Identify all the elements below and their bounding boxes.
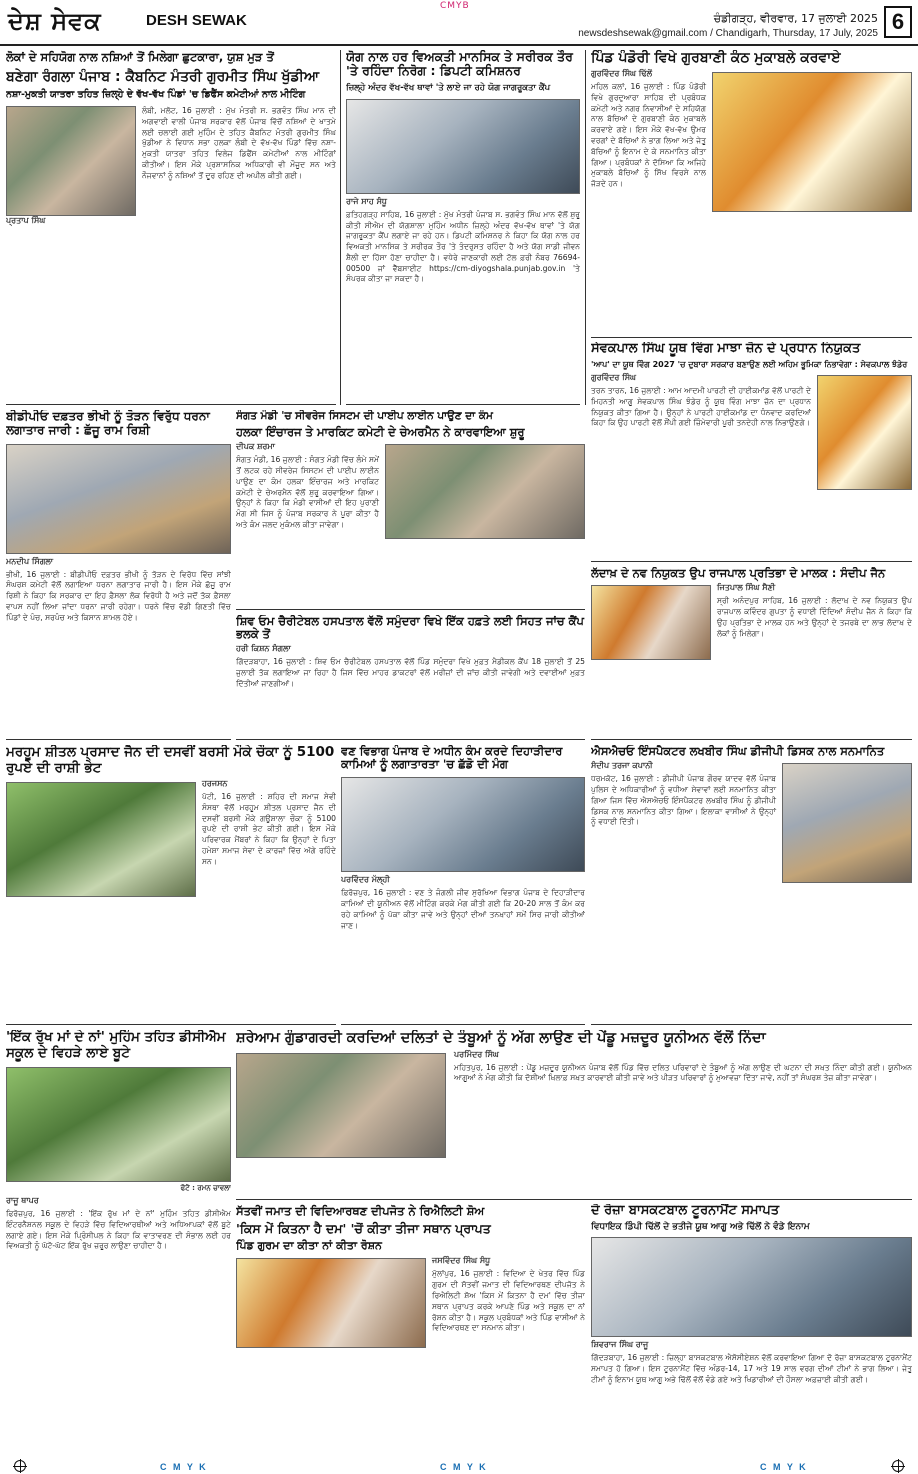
story-body: ਤਰਨ ਤਾਰਨ, 16 ਜੁਲਾਈ : ਆਮ ਆਦਮੀ ਪਾਰਟੀ ਦੀ ਹਾਈਕਮਾਂਡ ਵੱਲੋਂ ਪਾਰਟੀ ਦੇ ਮਿਹਨਤੀ ਆਗੂ ਸੇਵਕਪਾਲ ਸਿੰਘ ਝੰਡੇਰ ਨੂੰ ਯੂਥ ਵਿੰਗ ਮਾਝਾ ਜ਼ੋਨ ਦਾ ਪ੍ਰਧਾਨ ਨਿਯੁਕਤ ਕੀਤਾ ਗਿਆ ਹੈ। ਉਨ੍ਹਾਂ ਨੇ ਪਾਰਟੀ ਹਾਈਕਮਾਂਡ ਦਾ ਧੰਨਵਾਦ ਕਰਦਿਆਂ ਕਿਹਾ ਕਿ ਉਹ ਪਾਰਟੀ ਵੱਲੋਂ ਸੌਂਪੀ ਗਈ ਜ਼ਿੰਮੇਵਾਰੀ ਪੂਰੀ ਤਨਦੇਹੀ ਨਾਲ ਨਿਭਾਉਣਗੇ। bbox=[591, 385, 811, 428]
story-headline: ਵਣ ਵਿਭਾਗ ਪੰਜਾਬ ਦੇ ਅਧੀਨ ਕੰਮ ਕਰਦੇ ਦਿਹਾੜੀਦਾਰ ਕਾਮਿਆਂ ਨੂੰ ਲਗਾਤਾਰਤਾ 'ਚ ਛੱਡੋ ਦੀ ਮੰਗ bbox=[341, 745, 563, 772]
story-drug-free-punjab bbox=[6, 50, 336, 405]
story-body: ਗਿੱਦੜਬਾਹਾ, 16 ਜੁਲਾਈ : ਸ਼ਿਵ ਓਮ ਚੈਰੀਟੇਬਲ ਹਸਪਤਾਲ ਵੱਲੋਂ ਪਿੰਡ ਸਮੁੰਦਰਾ ਵਿਖੇ ਮੁਫ਼ਤ ਮੈਡੀਕਲ ਕੈਂਪ 18 ਜੁਲਾਈ ਤੋਂ 25 ਜੁਲਾਈ ਤੱਕ ਲਗਾਇਆ ਜਾ ਰਿਹਾ ਹੈ ਜਿਸ ਵਿੱਚ ਮਾਹਰ ਡਾਕਟਰਾਂ ਵੱਲੋਂ ਮਰੀਜ਼ਾਂ ਦੀ ਜਾਂਚ ਕੀਤੀ ਜਾਵੇਗੀ ਅਤੇ ਦਵਾਈਆਂ ਮੁਫ਼ਤ ਦਿੱਤੀਆਂ ਜਾਣਗੀਆਂ। bbox=[236, 657, 585, 688]
story-byline: ਸੰਦੀਪ ਤਰਜਾ ਕਪਾਨੀ bbox=[591, 761, 653, 771]
story-byline: ਪਰਵਿੰਦਰ ਮੱਲ੍ਹੀ bbox=[341, 875, 390, 885]
story-byline: ਰਾਜੇ ਸਾਹ ਸੰਧੂ bbox=[346, 196, 387, 206]
story-sheetal-prasad-jain bbox=[6, 745, 336, 1025]
story-byline: ਪਰਮਿੰਦਰ ਸਿੰਘ bbox=[454, 1049, 499, 1059]
registration-mark-icon bbox=[892, 1460, 904, 1472]
page-number: 6 bbox=[884, 6, 912, 38]
story-body: ਭੀਖੀ, 16 ਜੁਲਾਈ : ਬੀਡੀਪੀਓ ਦਫ਼ਤਰ ਭੀਖੀ ਨੂੰ ਤੋੜਨ ਦੇ ਵਿਰੋਧ ਵਿੱਚ ਸਾਂਝੀ ਸੰਘਰਸ਼ ਕਮੇਟੀ ਵੱਲੋਂ ਲਗਾਇਆ ਧਰਨਾ ਲਗਾਤਾਰ ਜਾਰੀ ਹੈ। ਇਸ ਮੌਕੇ ਛੱਜੂ ਰਾਮ ਰਿਸ਼ੀ ਨੇ ਕਿਹਾ ਕਿ ਸਰਕਾਰ ਦਾ ਇਹ ਫ਼ੈਸਲਾ ਲੋਕ ਵਿਰੋਧੀ ਹੈ ਅਤੇ ਜਦੋਂ ਤੱਕ ਫ਼ੈਸਲਾ ਵਾਪਸ ਨਹੀਂ ਲਿਆ ਜਾਂਦਾ ਧਰਨਾ ਜਾਰੀ ਰਹੇਗਾ। ਧਰਨੇ ਵਿੱਚ ਵੱਡੀ ਗਿਣਤੀ ਵਿੱਚ ਪਿੰਡਾਂ ਦੇ ਪੰਚ, ਸਰਪੰਚ ਅਤੇ ਕਿਸਾਨ ਸ਼ਾਮਲ ਹੋਏ। bbox=[6, 569, 231, 622]
cmyk-mark-center: C M Y K bbox=[440, 1462, 488, 1472]
story-photo bbox=[712, 72, 912, 212]
story-body: ਲੰਬੀ, ਮਲੋਟ, 16 ਜੁਲਾਈ : ਮੁੱਖ ਮੰਤਰੀ ਸ. ਭਗਵੰਤ ਸਿੰਘ ਮਾਨ ਦੀ ਅਗਵਾਈ ਵਾਲੀ ਪੰਜਾਬ ਸਰਕਾਰ ਵੱਲੋਂ ਪੰਜਾਬ ਵਿੱਚੋਂ ਨਸ਼ਿਆਂ ਦੇ ਖਾਤਮੇ ਲਈ ਚਲਾਈ ਗਈ ਮੁਹਿੰਮ ਦੇ ਤਹਿਤ ਕੈਬਨਿਟ ਮੰਤਰੀ ਗੁਰਮੀਤ ਸਿੰਘ ਖੁੱਡੀਆ ਨੇ ਵਿਧਾਨ ਸਭਾ ਹਲਕਾ ਲੰਬੀ ਦੇ ਵੱਖ-ਵੱਖ ਪਿੰਡਾਂ ਵਿੱਚ ਨਸ਼ਾ-ਮੁਕਤੀ ਯਾਤਰਾ ਤਹਿਤ ਵਿਲੇਜ ਡਿਫੈਂਸ ਕਮੇਟੀਆਂ ਨਾਲ ਮੀਟਿੰਗਾਂ ਕੀਤੀਆਂ। ਇਸ ਮੌਕੇ ਪ੍ਰਸ਼ਾਸਨਿਕ ਅਧਿਕਾਰੀ ਵੀ ਮੌਜੂਦ ਸਨ ਅਤੇ ਨੌਜਵਾਨਾਂ ਨੂੰ ਨਸ਼ਿਆਂ ਤੋਂ ਦੂਰ ਰਹਿਣ ਦੀ ਅਪੀਲ ਕੀਤੀ ਗਈ। bbox=[142, 106, 336, 180]
story-kicker: ਲੋਕਾਂ ਦੇ ਸਹਿਯੋਗ ਨਾਲ ਨਸ਼ਿਆਂ ਤੋਂ ਮਿਲੇਗਾ ਛੁਟਕਾਰਾ, ਯੁਸ਼ ਮੁੜ ਤੋਂ bbox=[6, 50, 274, 64]
masthead bbox=[0, 0, 918, 46]
story-photo bbox=[6, 444, 231, 554]
story-reality-show-deepjot bbox=[236, 1204, 585, 1452]
newspaper-logo: ਦੇਸ਼ ਸੇਵਕ bbox=[8, 6, 102, 35]
story-headline: ਹਲਕਾ ਇੰਚਾਰਜ ਤੇ ਮਾਰਕਿਟ ਕਮੇਟੀ ਦੇ ਚੇਅਰਮੈਨ ਨੇ ਕਾਰਵਾਇਆ ਸ਼ੁਰੂ bbox=[236, 425, 525, 439]
story-byline: ਮਨਦੀਪ ਸਿੰਗਲਾ bbox=[6, 556, 54, 566]
story-subhead: ਨਸ਼ਾ-ਮੁਕਤੀ ਯਾਤਰਾ ਤਹਿਤ ਜ਼ਿਲ੍ਹੇ ਦੇ ਵੱਖ-ਵੱਖ ਪਿੰਡਾਂ 'ਚ ਡਿਫੈਂਸ ਕਮੇਟੀਆਂ ਨਾਲ ਮੀਟਿੰਗ bbox=[6, 89, 306, 101]
email-dateline: newsdeshsewak@gmail.com / Chandigarh, Thursday, 17 July, 2025 bbox=[578, 28, 878, 39]
story-forest-workers-demand bbox=[341, 745, 585, 1025]
story-body: ਮੁੱਲਾਂਪੁਰ, 16 ਜੁਲਾਈ : ਵਿਦਿਆ ਦੇ ਖੇਤਰ ਵਿੱਚ ਪਿੰਡ ਗੁਰਮ ਦੀ ਸੱਤਵੀਂ ਜਮਾਤ ਦੀ ਵਿਦਿਆਰਥਣ ਦੀਪਜੋਤ ਨੇ ਰਿਐਲਿਟੀ ਸ਼ੋਅ 'ਕਿਸ ਮੇਂ ਕਿਤਨਾ ਹੈ ਦਮ' ਵਿੱਚ ਤੀਜਾ ਸਥਾਨ ਪ੍ਰਾਪਤ ਕਰਕੇ ਆਪਣੇ ਪਿੰਡ ਅਤੇ ਸਕੂਲ ਦਾ ਨਾਂ ਰੋਸ਼ਨ ਕੀਤਾ ਹੈ। ਸਕੂਲ ਪ੍ਰਬੰਧਕਾਂ ਅਤੇ ਪਿੰਡ ਵਾਸੀਆਂ ਨੇ ਵਿਦਿਆਰਥਣ ਦਾ ਸਨਮਾਨ ਕੀਤਾ। bbox=[432, 1269, 585, 1333]
story-photo bbox=[817, 375, 912, 490]
cmyk-mark: CMYB bbox=[440, 1, 470, 11]
story-body: ਫਿਰੋਜ਼ਪੁਰ, 16 ਜੁਲਾਈ : 'ਇੱਕ ਰੁੱਖ ਮਾਂ ਦੇ ਨਾਂ' ਮੁਹਿੰਮ ਤਹਿਤ ਡੀਸੀਐਮ ਇੰਟਰਨੈਸ਼ਨਲ ਸਕੂਲ ਦੇ ਵਿਹੜੇ ਵਿੱਚ ਵਿਦਿਆਰਥੀਆਂ ਅਤੇ ਅਧਿਆਪਕਾਂ ਵੱਲੋਂ ਬੂਟੇ ਲਗਾਏ ਗਏ। ਇਸ ਮੌਕੇ ਪ੍ਰਿੰਸੀਪਲ ਨੇ ਕਿਹਾ ਕਿ ਵਾਤਾਵਰਣ ਦੀ ਸੰਭਾਲ ਲਈ ਹਰ ਵਿਅਕਤੀ ਨੂੰ ਘੱਟੋ-ਘੱਟ ਇੱਕ ਰੁੱਖ ਜ਼ਰੂਰ ਲਾਉਣਾ ਚਾਹੀਦਾ ਹੈ। bbox=[6, 1209, 231, 1251]
story-headline: ਪਿੰਡ ਪੰਡੋਰੀ ਵਿਖੇ ਗੁਰਬਾਣੀ ਕੰਠ ਮੁਕਾਬਲੇ ਕਰਵਾਏ bbox=[591, 50, 841, 66]
cmyk-mark-left: C M Y K bbox=[160, 1462, 208, 1472]
story-byline: ਪ੍ਰਤਾਪ ਸਿੰਘ bbox=[6, 216, 46, 226]
story-byline: ਹਰੀ ਕਿਸ਼ਨ ਸੰਗਲਾ bbox=[236, 644, 291, 654]
story-headline: ਐਸਐਚਓ ਇੰਸਪੈਕਟਰ ਲਖਬੀਰ ਸਿੰਘ ਡੀਜੀਪੀ ਡਿਸਕ ਨਾਲ ਸਨਮਾਨਿਤ bbox=[591, 745, 885, 758]
story-byline: ਰਾਜੂ ਥਾਪਰ bbox=[6, 1196, 39, 1206]
story-sewerage-pipeline bbox=[236, 410, 585, 610]
story-photo bbox=[782, 763, 912, 883]
story-headline: ਮਰਹੂਮ ਸ਼ੀਤਲ ਪ੍ਰਸਾਦ ਜੈਨ ਦੀ ਦਸਵੀਂ ਬਰਸੀ ਮੌਕੇ ਚੌਕਾ ਨੂੰ 5100 ਰੁਪਏ ਦੀ ਰਾਸ਼ੀ ਭੇਟ bbox=[6, 745, 335, 776]
story-headline: ਲੱਦਾਖ਼ ਦੇ ਨਵ ਨਿਯੁਕਤ ਉਪ ਰਾਜਪਾਲ ਪ੍ਰਤਿਭਾ ਦੇ ਮਾਲਕ : ਸੰਦੀਪ ਜੈਨ bbox=[591, 567, 886, 580]
story-body: ਸ੍ਰੀ ਅਨੰਦਪੁਰ ਸਾਹਿਬ, 16 ਜੁਲਾਈ : ਲੱਦਾਖ਼ ਦੇ ਨਵ ਨਿਯੁਕਤ ਉਪ ਰਾਜਪਾਲ ਕਵਿੰਦਰ ਗੁਪਤਾ ਨੂੰ ਵਧਾਈ ਦਿੰਦਿਆਂ ਸੰਦੀਪ ਜੈਨ ਨੇ ਕਿਹਾ ਕਿ ਉਹ ਪ੍ਰਤਿਭਾ ਦੇ ਮਾਲਕ ਹਨ ਅਤੇ ਉਨ੍ਹਾਂ ਦੇ ਤਜਰਬੇ ਦਾ ਲਾਭ ਲੱਦਾਖ਼ ਦੇ ਲੋਕਾਂ ਨੂੰ ਮਿਲੇਗਾ। bbox=[717, 596, 912, 638]
story-body: ਪੱਟੀ, 16 ਜੁਲਾਈ : ਸ਼ਹਿਰ ਦੀ ਸਮਾਜ ਸੇਵੀ ਸੰਸਥਾ ਵੱਲੋਂ ਮਰਹੂਮ ਸ਼ੀਤਲ ਪ੍ਰਸਾਦ ਜੈਨ ਦੀ ਦਸਵੀਂ ਬਰਸੀ ਮੌਕੇ ਗਊਸ਼ਾਲਾ ਚੌਕਾ ਨੂੰ 5100 ਰੁਪਏ ਦੀ ਰਾਸ਼ੀ ਭੇਟ ਕੀਤੀ ਗਈ। ਇਸ ਮੌਕੇ ਪਰਿਵਾਰਕ ਮੈਂਬਰਾਂ ਨੇ ਕਿਹਾ ਕਿ ਉਨ੍ਹਾਂ ਦੇ ਪਿਤਾ ਹਮੇਸ਼ਾ ਸਮਾਜ ਸੇਵਾ ਦੇ ਕਾਰਜਾਂ ਵਿੱਚ ਅੱਗੇ ਰਹਿੰਦੇ ਸਨ। bbox=[202, 792, 336, 866]
story-photo bbox=[591, 585, 711, 660]
story-health-camp bbox=[236, 615, 585, 740]
story-ladakh-lt-governor bbox=[591, 567, 912, 740]
story-headline: ਬਣੇਗਾ ਰੰਗਲਾ ਪੰਜਾਬ : ਕੈਬਨਿਟ ਮੰਤਰੀ ਗੁਰਮੀਤ ਸਿੰਘ ਖੁੱਡੀਆ bbox=[6, 69, 320, 85]
story-photo bbox=[236, 1258, 426, 1348]
dateline: ਚੰਡੀਗੜ੍ਹ, ਵੀਰਵਾਰ, 17 ਜੁਲਾਈ 2025 bbox=[713, 12, 878, 25]
photo-caption: ਫੋਟੋ : ਰਮਨ ਚਾਵਲਾ bbox=[180, 1184, 231, 1193]
story-byline: ਜਿਤਪਾਲ ਸਿੰਘ ਸੈਣੀ bbox=[717, 583, 776, 593]
story-byline: ਗੁਰਵਿੰਦਰ ਸਿੰਘ bbox=[591, 372, 637, 382]
story-body: ਫ਼ਤਿਹਗੜ੍ਹ ਸਾਹਿਬ, 16 ਜੁਲਾਈ : ਮੁੱਖ ਮੰਤਰੀ ਪੰਜਾਬ ਸ. ਭਗਵੰਤ ਸਿੰਘ ਮਾਨ ਵੱਲੋਂ ਸ਼ੁਰੂ ਕੀਤੀ ਸੀਐਮ ਦੀ ਯੋਗਸ਼ਾਲਾ ਮੁਹਿੰਮ ਅਧੀਨ ਜ਼ਿਲ੍ਹੇ ਅੰਦਰ ਵੱਖ-ਵੱਖ ਥਾਵਾਂ 'ਤੇ ਯੋਗ ਜਾਗਰੂਕਤਾ ਕੈਂਪ ਲਗਾਏ ਜਾ ਰਹੇ ਹਨ। ਡਿਪਟੀ ਕਮਿਸ਼ਨਰ ਨੇ ਕਿਹਾ ਕਿ ਯੋਗ ਨਾਲ ਹਰ ਵਿਅਕਤੀ ਮਾਨਸਿਕ ਤੇ ਸਰੀਰਕ ਤੌਰ 'ਤੇ ਤੰਦਰੁਸਤ ਰਹਿੰਦਾ ਹੈ ਅਤੇ ਯੋਗ ਸਾਡੀ ਜੀਵਨ ਸ਼ੈਲੀ ਦਾ ਹਿੱਸਾ ਹੋਣਾ ਚਾਹੀਦਾ ਹੈ। ਵਧੇਰੇ ਜਾਣਕਾਰੀ ਲਈ ਟੋਲ ਫ਼ਰੀ ਨੰਬਰ 76694-00500 ਜਾਂ ਵੈੱਬਸਾਈਟ https://cm-diyogshala.punjab.gov.in 'ਤੇ ਸੰਪਰਕ ਕੀਤਾ ਜਾ ਸਕਦਾ ਹੈ। bbox=[346, 209, 580, 284]
story-headline: ਦੋ ਰੋਜ਼ਾ ਬਾਸਕਟਬਾਲ ਟੂਰਨਾਮੈਂਟ ਸਮਾਪਤ bbox=[591, 1204, 780, 1218]
story-body: ਧਰਮਕੋਟ, 16 ਜੁਲਾਈ : ਡੀਜੀਪੀ ਪੰਜਾਬ ਗੌਰਵ ਯਾਦਵ ਵੱਲੋਂ ਪੰਜਾਬ ਪੁਲਿਸ ਦੇ ਅਧਿਕਾਰੀਆਂ ਨੂੰ ਵਧੀਆ ਸੇਵਾਵਾਂ ਲਈ ਸਨਮਾਨਿਤ ਕੀਤਾ ਗਿਆ ਜਿਸ ਵਿੱਚ ਐਸਐਚਓ ਇੰਸਪੈਕਟਰ ਲਖਬੀਰ ਸਿੰਘ ਨੂੰ ਡੀਜੀਪੀ ਡਿਸਕ ਨਾਲ ਸਨਮਾਨਿਤ ਕੀਤਾ ਗਿਆ। ਇਲਾਕਾ ਵਾਸੀਆਂ ਨੇ ਉਨ੍ਹਾਂ ਨੂੰ ਵਧਾਈ ਦਿੱਤੀ। bbox=[591, 774, 776, 827]
story-headline: ਸ਼ਿਵ ਓਮ ਚੈਰੀਟੇਬਲ ਹਸਪਤਾਲ ਵੱਲੋਂ ਸਮੁੰਦਰਾ ਵਿਖੇ ਇੱਕ ਹਫ਼ਤੇ ਲਈ ਸਿਹਤ ਜਾਂਚ ਕੈਂਪ ਭਲਕੇ ਤੋਂ bbox=[236, 615, 584, 642]
story-body: ਫ਼ਿਰੋਜ਼ਪੁਰ, 16 ਜੁਲਾਈ : ਵਣ ਤੇ ਜੰਗਲੀ ਜੀਵ ਸੁਰੱਖਿਆ ਵਿਭਾਗ ਪੰਜਾਬ ਦੇ ਦਿਹਾੜੀਦਾਰ ਕਾਮਿਆਂ ਦੀ ਯੂਨੀਅਨ ਵੱਲੋਂ ਮੀਟਿੰਗ ਕਰਕੇ ਮੰਗ ਕੀਤੀ ਗਈ ਕਿ 20-20 ਸਾਲ ਤੋਂ ਕੰਮ ਕਰ ਰਹੇ ਕਾਮਿਆਂ ਨੂੰ ਪੱਕਾ ਕੀਤਾ ਜਾਵੇ ਅਤੇ ਉਨ੍ਹਾਂ ਦੀਆਂ ਤਨਖ਼ਾਹਾਂ ਸਮੇਂ ਸਿਰ ਜਾਰੀ ਕੀਤੀਆਂ ਜਾਣ। bbox=[341, 888, 585, 930]
story-tree-plantation bbox=[6, 1030, 231, 1452]
story-byline: ਜਸਵਿੰਦਰ ਸਿੰਘ ਸੰਧੂ bbox=[432, 1256, 491, 1266]
story-youth-wing-appointment bbox=[591, 342, 912, 562]
newspaper-name-english: DESH SEWAK bbox=[146, 12, 247, 29]
story-kicker: ਸੱਤਵੀਂ ਜਮਾਤ ਦੀ ਵਿਦਿਆਰਥਣ ਦੀਪਜੋਤ ਨੇ ਰਿਐਲਿਟੀ ਸ਼ੋਅ bbox=[236, 1204, 485, 1218]
story-photo bbox=[346, 99, 580, 194]
story-byline: ਸ਼ਿਵਰਾਜ ਸਿੰਘ ਰਾਜੂ bbox=[591, 1339, 649, 1349]
story-photo bbox=[341, 777, 585, 872]
story-headline: 'ਕਿਸ ਮੇਂ ਕਿਤਨਾ ਹੈ ਦਮ' 'ਚੋਂ ਕੀਤਾ ਤੀਜਾ ਸਥਾਨ ਪ੍ਰਾਪਤ bbox=[236, 1221, 491, 1236]
story-subhead: ਜ਼ਿਲ੍ਹੇ ਅੰਦਰ ਵੱਖ-ਵੱਖ ਥਾਵਾਂ 'ਤੇ ਲਾਏ ਜਾ ਰਹੇ ਯੋਗ ਜਾਗਰੂਕਤਾ ਕੈਂਪ bbox=[346, 82, 551, 93]
story-bdpo-protest bbox=[6, 410, 231, 740]
story-dalit-tents-fire bbox=[236, 1030, 912, 1200]
story-body: ਮਹਿਲ ਕਲਾਂ, 16 ਜੁਲਾਈ : ਪਿੰਡ ਪੰਡੋਰੀ ਵਿਖੇ ਗੁਰਦੁਆਰਾ ਸਾਹਿਬ ਦੀ ਪ੍ਰਬੰਧਕ ਕਮੇਟੀ ਅਤੇ ਨਗਰ ਨਿਵਾਸੀਆਂ ਦੇ ਸਹਿਯੋਗ ਨਾਲ ਬੱਚਿਆਂ ਦੇ ਗੁਰਬਾਣੀ ਕੰਠ ਮੁਕਾਬਲੇ ਕਰਵਾਏ ਗਏ। ਇਸ ਮੌਕੇ ਵੱਖ-ਵੱਖ ਉਮਰ ਵਰਗਾਂ ਦੇ ਬੱਚਿਆਂ ਨੇ ਭਾਗ ਲਿਆ ਅਤੇ ਜੇਤੂ ਬੱਚਿਆਂ ਨੂੰ ਇਨਾਮ ਦੇ ਕੇ ਸਨਮਾਨਿਤ ਕੀਤਾ ਗਿਆ। ਪ੍ਰਬੰਧਕਾਂ ਨੇ ਦੱਸਿਆ ਕਿ ਅਜਿਹੇ ਮੁਕਾਬਲੇ ਬੱਚਿਆਂ ਨੂੰ ਸਿੱਖ ਵਿਰਸੇ ਨਾਲ ਜੋੜਦੇ ਹਨ। bbox=[591, 82, 706, 189]
story-headline: ਬੀਡੀਪੀਓ ਦਫ਼ਤਰ ਭੀਖੀ ਨੂੰ ਤੋੜਨ ਵਿਰੁੱਧ ਧਰਨਾ ਲਗਾਤਾਰ ਜਾਰੀ : ਛੱਜੂ ਰਾਮ ਰਿਸ਼ੀ bbox=[6, 410, 210, 437]
story-photo bbox=[385, 444, 585, 539]
story-yoga-camp bbox=[346, 50, 580, 405]
registration-mark-icon bbox=[14, 1460, 26, 1472]
story-headline: ਸੇਵਕਪਾਲ ਸਿੰਘ ਯੂਥ ਵਿੰਗ ਮਾਝਾ ਜ਼ੋਨ ਦੇ ਪ੍ਰਧਾਨ ਨਿਯੁਕਤ bbox=[591, 342, 861, 356]
story-body: ਮਹਿਤਪੁਰ, 16 ਜੁਲਾਈ : ਪੇਂਡੂ ਮਜ਼ਦੂਰ ਯੂਨੀਅਨ ਪੰਜਾਬ ਵੱਲੋਂ ਪਿੰਡ ਵਿੱਚ ਦਲਿਤ ਪਰਿਵਾਰਾਂ ਦੇ ਤੰਬੂਆਂ ਨੂੰ ਅੱਗ ਲਾਉਣ ਦੀ ਘਟਨਾ ਦੀ ਸਖ਼ਤ ਨਿੰਦਾ ਕੀਤੀ ਗਈ। ਯੂਨੀਅਨ ਆਗੂਆਂ ਨੇ ਮੰਗ ਕੀਤੀ ਕਿ ਦੋਸ਼ੀਆਂ ਖ਼ਿਲਾਫ਼ ਸਖ਼ਤ ਕਾਰਵਾਈ ਕੀਤੀ ਜਾਵੇ ਅਤੇ ਪੀੜਤ ਪਰਿਵਾਰਾਂ ਨੂੰ ਮੁਆਵਜ਼ਾ ਦਿੱਤਾ ਜਾਵੇ, ਨਹੀਂ ਤਾਂ ਸੰਘਰਸ਼ ਤੇਜ਼ ਕੀਤਾ ਜਾਵੇਗਾ। bbox=[454, 1062, 912, 1083]
story-kicker: ਸੰਗਤ ਮੰਡੀ 'ਚ ਸੀਵਰੇਜ ਸਿਸਟਮ ਦੀ ਪਾਈਪ ਲਾਈਨ ਪਾਉਣ ਦਾ ਕੰਮ bbox=[236, 410, 493, 422]
story-subhead: ਵਿਧਾਇਕ ਡਿੰਪੀ ਢਿੱਲੋਂ ਦੇ ਭਤੀਜੇ ਯੂਥ ਆਗੂ ਅਭੇ ਢਿੱਲੋਂ ਨੇ ਵੰਡੇ ਇਨਾਮ bbox=[591, 1221, 810, 1232]
story-basketball-tournament bbox=[591, 1204, 912, 1452]
story-photo bbox=[6, 782, 196, 897]
story-subhead: ਪਿੰਡ ਗੁਰਮ ਦਾ ਕੀਤਾ ਨਾਂ ਕੀਤਾ ਰੋਸ਼ਨ bbox=[236, 1239, 382, 1253]
story-headline: 'ਇੱਕ ਰੁੱਖ ਮਾਂ ਦੇ ਨਾਂ' ਮੁਹਿੰਮ ਤਹਿਤ ਡੀਸੀਐਮ ਸਕੂਲ ਦੇ ਵਿਹੜੇ ਲਾਏ ਬੂਟੇ bbox=[6, 1030, 226, 1061]
story-headline: ਯੋਗ ਨਾਲ ਹਰ ਵਿਅਕਤੀ ਮਾਨਸਿਕ ਤੇ ਸਰੀਰਕ ਤੌਰ 'ਤੇ ਰਹਿੰਦਾ ਨਿਰੋਗ : ਡਿਪਟੀ ਕਮਿਸ਼ਨਰ bbox=[346, 50, 573, 79]
story-byline: ਗੁਰਵਿੰਦਰ ਸਿੰਘ ਢਿੱਲੋਂ bbox=[591, 69, 653, 79]
cmyk-mark-right: C M Y K bbox=[760, 1462, 808, 1472]
story-sho-dgp-disc bbox=[591, 745, 912, 1025]
story-byline: ਹਰਜਸਨ bbox=[202, 779, 228, 789]
story-body: ਸੰਗਤ ਮੰਡੀ, 16 ਜੁਲਾਈ : ਸੰਗਤ ਮੰਡੀ ਵਿੱਚ ਲੰਮੇ ਸਮੇਂ ਤੋਂ ਲਟਕ ਰਹੇ ਸੀਵਰੇਜ ਸਿਸਟਮ ਦੀ ਪਾਈਪ ਲਾਈਨ ਪਾਉਣ ਦਾ ਕੰਮ ਹਲਕਾ ਇੰਚਾਰਜ ਅਤੇ ਮਾਰਕਿਟ ਕਮੇਟੀ ਦੇ ਚੇਅਰਮੈਨ ਵੱਲੋਂ ਸ਼ੁਰੂ ਕਰਵਾਇਆ ਗਿਆ। ਉਨ੍ਹਾਂ ਨੇ ਕਿਹਾ ਕਿ ਮੰਡੀ ਵਾਸੀਆਂ ਦੀ ਇਹ ਪੁਰਾਣੀ ਮੰਗ ਸੀ ਜਿਸ ਨੂੰ ਪੰਜਾਬ ਸਰਕਾਰ ਨੇ ਪੂਰਾ ਕੀਤਾ ਹੈ ਅਤੇ ਕੰਮ ਜਲਦ ਮੁਕੰਮਲ ਕੀਤਾ ਜਾਵੇਗਾ। bbox=[236, 455, 380, 529]
story-photo bbox=[236, 1053, 446, 1158]
story-photo bbox=[6, 1067, 231, 1182]
story-gurbani-competition bbox=[591, 50, 912, 338]
story-body: ਗਿੱਦੜਬਾਹਾ, 16 ਜੁਲਾਈ : ਜ਼ਿਲ੍ਹਾ ਬਾਸਕਟਬਾਲ ਐਸੋਸੀਏਸ਼ਨ ਵੱਲੋਂ ਕਰਵਾਇਆ ਗਿਆ ਦੋ ਰੋਜ਼ਾ ਬਾਸਕਟਬਾਲ ਟੂਰਨਾਮੈਂਟ ਸਮਾਪਤ ਹੋ ਗਿਆ। ਇਸ ਟੂਰਨਾਮੈਂਟ ਵਿੱਚ ਅੰਡਰ-14, 17 ਅਤੇ 19 ਸਾਲ ਵਰਗ ਦੀਆਂ ਟੀਮਾਂ ਨੇ ਭਾਗ ਲਿਆ। ਜੇਤੂ ਟੀਮਾਂ ਨੂੰ ਇਨਾਮ ਯੂਥ ਆਗੂ ਅਭੇ ਢਿੱਲੋਂ ਵੱਲੋਂ ਵੰਡੇ ਗਏ ਅਤੇ ਖਿਡਾਰੀਆਂ ਦੀ ਹੌਸਲਾ ਅਫ਼ਜ਼ਾਈ ਕੀਤੀ ਗਈ। bbox=[591, 1352, 912, 1384]
story-photo bbox=[591, 1237, 912, 1337]
story-headline: ਸ਼ਰੇਆਮ ਗੁੰਡਾਗਰਦੀ ਕਰਦਿਆਂ ਦਲਿਤਾਂ ਦੇ ਤੰਬੂਆਂ ਨੂੰ ਅੱਗ ਲਾਉਣ ਦੀ ਪੇਂਡੂ ਮਜ਼ਦੂਰ ਯੂਨੀਅਨ ਵੱਲੋਂ ਨਿੰਦਾ bbox=[236, 1030, 766, 1046]
story-subhead: 'ਆਪ' ਦਾ ਯੂਥ ਵਿੰਗ 2027 'ਚ ਦੁਬਾਰਾ ਸਰਕਾਰ ਬਣਾਉਣ ਲਈ ਅਹਿਮ ਭੂਮਿਕਾ ਨਿਭਾਵੇਗਾ : ਸੇਵਕਪਾਲ ਝੰਡੇਰ bbox=[591, 359, 908, 369]
column-rule bbox=[340, 50, 341, 405]
column-rule bbox=[585, 50, 586, 405]
story-byline: ਦੀਪਕ ਸ਼ਰਮਾ bbox=[236, 442, 275, 452]
story-photo bbox=[6, 106, 136, 216]
